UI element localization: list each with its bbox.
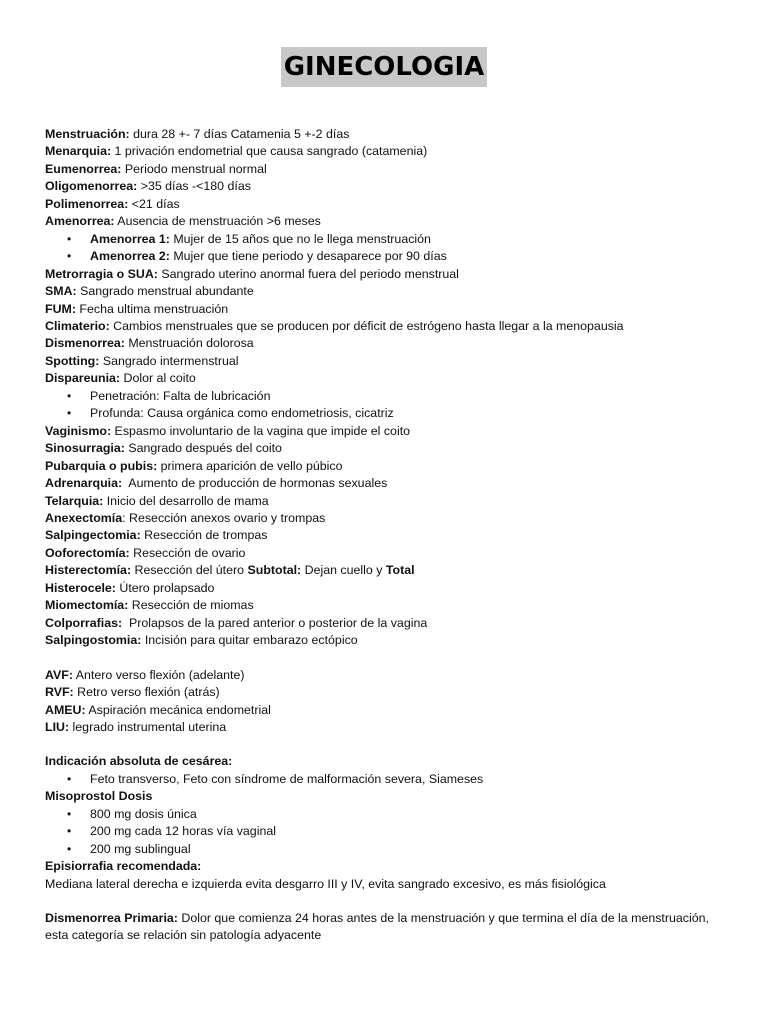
bullet-glyph: • <box>67 841 72 856</box>
bullet-text: 200 mg sublingual <box>90 841 191 856</box>
abbrev-avf <box>45 667 735 684</box>
def-term: Dismenorrea: <box>45 336 125 351</box>
def-dispareunia <box>45 370 735 387</box>
def-text: Dolor al coito <box>120 371 196 386</box>
def-climaterio <box>45 318 735 335</box>
def-term: Dispareunia: <box>45 371 121 386</box>
def-salpingostomia <box>45 632 735 649</box>
def-text: <21 días <box>128 196 180 211</box>
bullet-glyph: • <box>67 824 72 839</box>
def-text: Espasmo involuntario de la vagina que impide el coito <box>111 423 411 438</box>
def-term: Amenorrea 1: <box>90 231 170 246</box>
abbrev-text: Aspiración mecánica endometrial <box>85 702 271 717</box>
def-term: Oligomenorrea: <box>45 179 138 194</box>
bullet-glyph: • <box>67 406 72 421</box>
def-text: Sangrado menstrual abundante <box>76 284 254 299</box>
def-ooforectomia <box>45 545 735 562</box>
def-term: Climaterio: <box>45 318 110 333</box>
misoprostol-heading: Misoprostol Dosis <box>45 789 153 804</box>
def-menstruacion <box>45 126 735 143</box>
bullet-profunda <box>45 405 735 422</box>
bullet-glyph: • <box>67 771 72 786</box>
def-term: Colporrafias: <box>45 615 123 630</box>
abbrev-term: LIU: <box>45 719 70 734</box>
cesarea-item <box>45 771 735 788</box>
bullet-amenorrea-2 <box>45 248 735 265</box>
bullet-text: Feto transverso, Feto con síndrome de malformación severa, Siameses <box>90 771 484 786</box>
def-sma <box>45 283 735 300</box>
def-text: Resección de ovario <box>129 545 246 560</box>
def-adrenarquia <box>45 475 735 492</box>
abbrev-text: Antero verso flexión (adelante) <box>73 667 245 682</box>
bullet-glyph: • <box>67 806 72 821</box>
def-term: Vaginismo: <box>45 423 112 438</box>
def-text: Menstruación dolorosa <box>124 336 254 351</box>
def-text: Cambios menstruales que se producen por déficit de estrógeno hasta llegar a la menopausia <box>109 318 624 333</box>
def-term: Miomectomía: <box>45 598 129 613</box>
def-term: Spotting: <box>45 353 100 368</box>
def-term: Histerocele: <box>45 580 116 595</box>
def-sinosurragia <box>45 440 735 457</box>
abbrev-text: Retro verso flexión (atrás) <box>73 685 220 700</box>
def-dismenorrea <box>45 335 735 352</box>
misoprostol-item <box>45 823 735 840</box>
abbrev-liu <box>45 719 735 736</box>
def-pubarquia <box>45 458 735 475</box>
def-term: Metrorragia o SUA: <box>45 266 158 281</box>
def-text: Sangrado intermenstrual <box>99 353 239 368</box>
def-term: Sinosurragia: <box>45 441 125 456</box>
misoprostol-item <box>45 806 735 823</box>
bullet-amenorrea-1 <box>45 231 735 248</box>
def-eumenorrea <box>45 161 735 178</box>
def-text-subtotal: Dejan cuello y <box>301 563 386 578</box>
def-term: Menstruación: <box>45 127 130 141</box>
def-term: Salpingectomia: <box>45 528 141 543</box>
def-miomectomia <box>45 597 735 614</box>
def-oligomenorrea <box>45 178 735 195</box>
def-text: Resección de trompas <box>140 528 268 543</box>
def-text: Aumento de producción de hormonas sexuales <box>122 476 388 491</box>
spacer <box>45 736 735 753</box>
def-term: Ooforectomía: <box>45 545 130 560</box>
def-term: SMA: <box>45 284 77 299</box>
episiorrafia-heading: Episiorrafia recomendada: <box>45 859 202 874</box>
abbrev-term: RVF: <box>45 685 74 700</box>
spacer <box>45 650 735 667</box>
def-histerocele <box>45 580 735 597</box>
bullet-glyph: • <box>67 388 72 403</box>
def-term: Amenorrea: <box>45 214 115 229</box>
page-title: GINECOLOGIA <box>281 47 488 87</box>
def-term: Salpingostomia: <box>45 633 142 648</box>
def-text: Fecha ultima menstruación <box>75 301 229 316</box>
def-term: Anexectomía <box>45 510 123 525</box>
def-telarquia <box>45 493 735 510</box>
abbrev-ameu <box>45 702 735 719</box>
def-salpingectomia <box>45 527 735 544</box>
def-menarquia <box>45 143 735 160</box>
def-text: Dolor que comienza 24 horas antes de la menstruación y que termina el día de la menstruación, esta categoría se relación sin patología adyacente <box>45 911 709 943</box>
def-text: primera aparición de vello púbico <box>157 458 343 473</box>
def-fum <box>45 301 735 318</box>
def-colporrafias <box>45 615 735 632</box>
bullet-text: Profunda: Causa orgánica como endometriosis, cicatriz <box>90 406 394 421</box>
def-term: Histerectomía: <box>45 563 132 578</box>
def-term: Adrenarquia: <box>45 476 123 491</box>
def-text: 1 privación endometrial que causa sangrado (catamenia) <box>111 144 428 159</box>
abbrev-term: AVF: <box>45 667 73 682</box>
bullet-text: 800 mg dosis única <box>90 806 197 821</box>
bullet-penetracion <box>45 388 735 405</box>
def-text: Resección de miomas <box>128 598 254 613</box>
def-text: Resección del útero <box>131 563 248 578</box>
def-text: Útero prolapsado <box>115 580 215 595</box>
def-term: Pubarquia o pubis: <box>45 458 158 473</box>
def-term: Eumenorrea: <box>45 161 122 176</box>
def-text: Inicio del desarrollo de mama <box>103 493 269 508</box>
def-metrorragia <box>45 266 735 283</box>
abbrev-rvf <box>45 684 735 701</box>
misoprostol-item <box>45 841 735 858</box>
def-text: Sangrado después del coito <box>124 441 282 456</box>
def-spotting <box>45 353 735 370</box>
abbrev-text: legrado instrumental uterina <box>69 719 227 734</box>
def-vaginismo <box>45 423 735 440</box>
def-term: Menarquia: <box>45 144 112 159</box>
def-term: FUM: <box>45 301 76 316</box>
def-text: Sangrado uterino anormal fuera del periodo menstrual <box>157 266 459 281</box>
bullet-text: Penetración: Falta de lubricación <box>90 388 271 403</box>
def-text: dura 28 +- 7 días Catamenia 5 +-2 días <box>129 127 350 141</box>
def-term: Amenorrea 2: <box>90 249 170 264</box>
def-term: Polimenorrea: <box>45 196 129 211</box>
def-text: Ausencia de menstruación >6 meses <box>114 214 321 229</box>
def-term-total: Total <box>385 563 415 578</box>
bullet-glyph: • <box>67 249 72 264</box>
bullet-glyph: • <box>67 231 72 246</box>
episiorrafia-text: Mediana lateral derecha e izquierda evita desgarro III y IV, evita sangrado excesivo, es más fisiológica <box>45 876 606 891</box>
def-term: Telarquia: <box>45 493 104 508</box>
document-body <box>45 126 735 945</box>
def-term: Dismenorrea Primaria: <box>45 911 178 926</box>
def-histerectomia <box>45 562 735 579</box>
dismenorrea-primaria <box>45 910 735 945</box>
abbrev-term: AMEU: <box>45 702 86 717</box>
def-text: >35 días -<180 días <box>137 179 251 194</box>
def-term-subtotal: Subtotal: <box>247 563 302 578</box>
bullet-text: 200 mg cada 12 horas vía vaginal <box>90 824 276 839</box>
def-text: Mujer de 15 años que no le llega menstruación <box>169 231 431 246</box>
def-text: Prolapsos de la pared anterior o posterior de la vagina <box>122 615 428 630</box>
title-container <box>0 47 768 87</box>
def-anexectomia <box>45 510 735 527</box>
def-text: : Resección anexos ovario y trompas <box>122 510 326 525</box>
def-text: Incisión para quitar embarazo ectópico <box>141 633 358 648</box>
cesarea-heading: Indicación absoluta de cesárea: <box>45 754 233 769</box>
spacer <box>45 893 735 910</box>
def-polimenorrea <box>45 196 735 213</box>
def-text: Mujer que tiene periodo y desaparece por 90 días <box>169 249 447 264</box>
def-text: Periodo menstrual normal <box>121 161 267 176</box>
def-amenorrea <box>45 213 735 230</box>
